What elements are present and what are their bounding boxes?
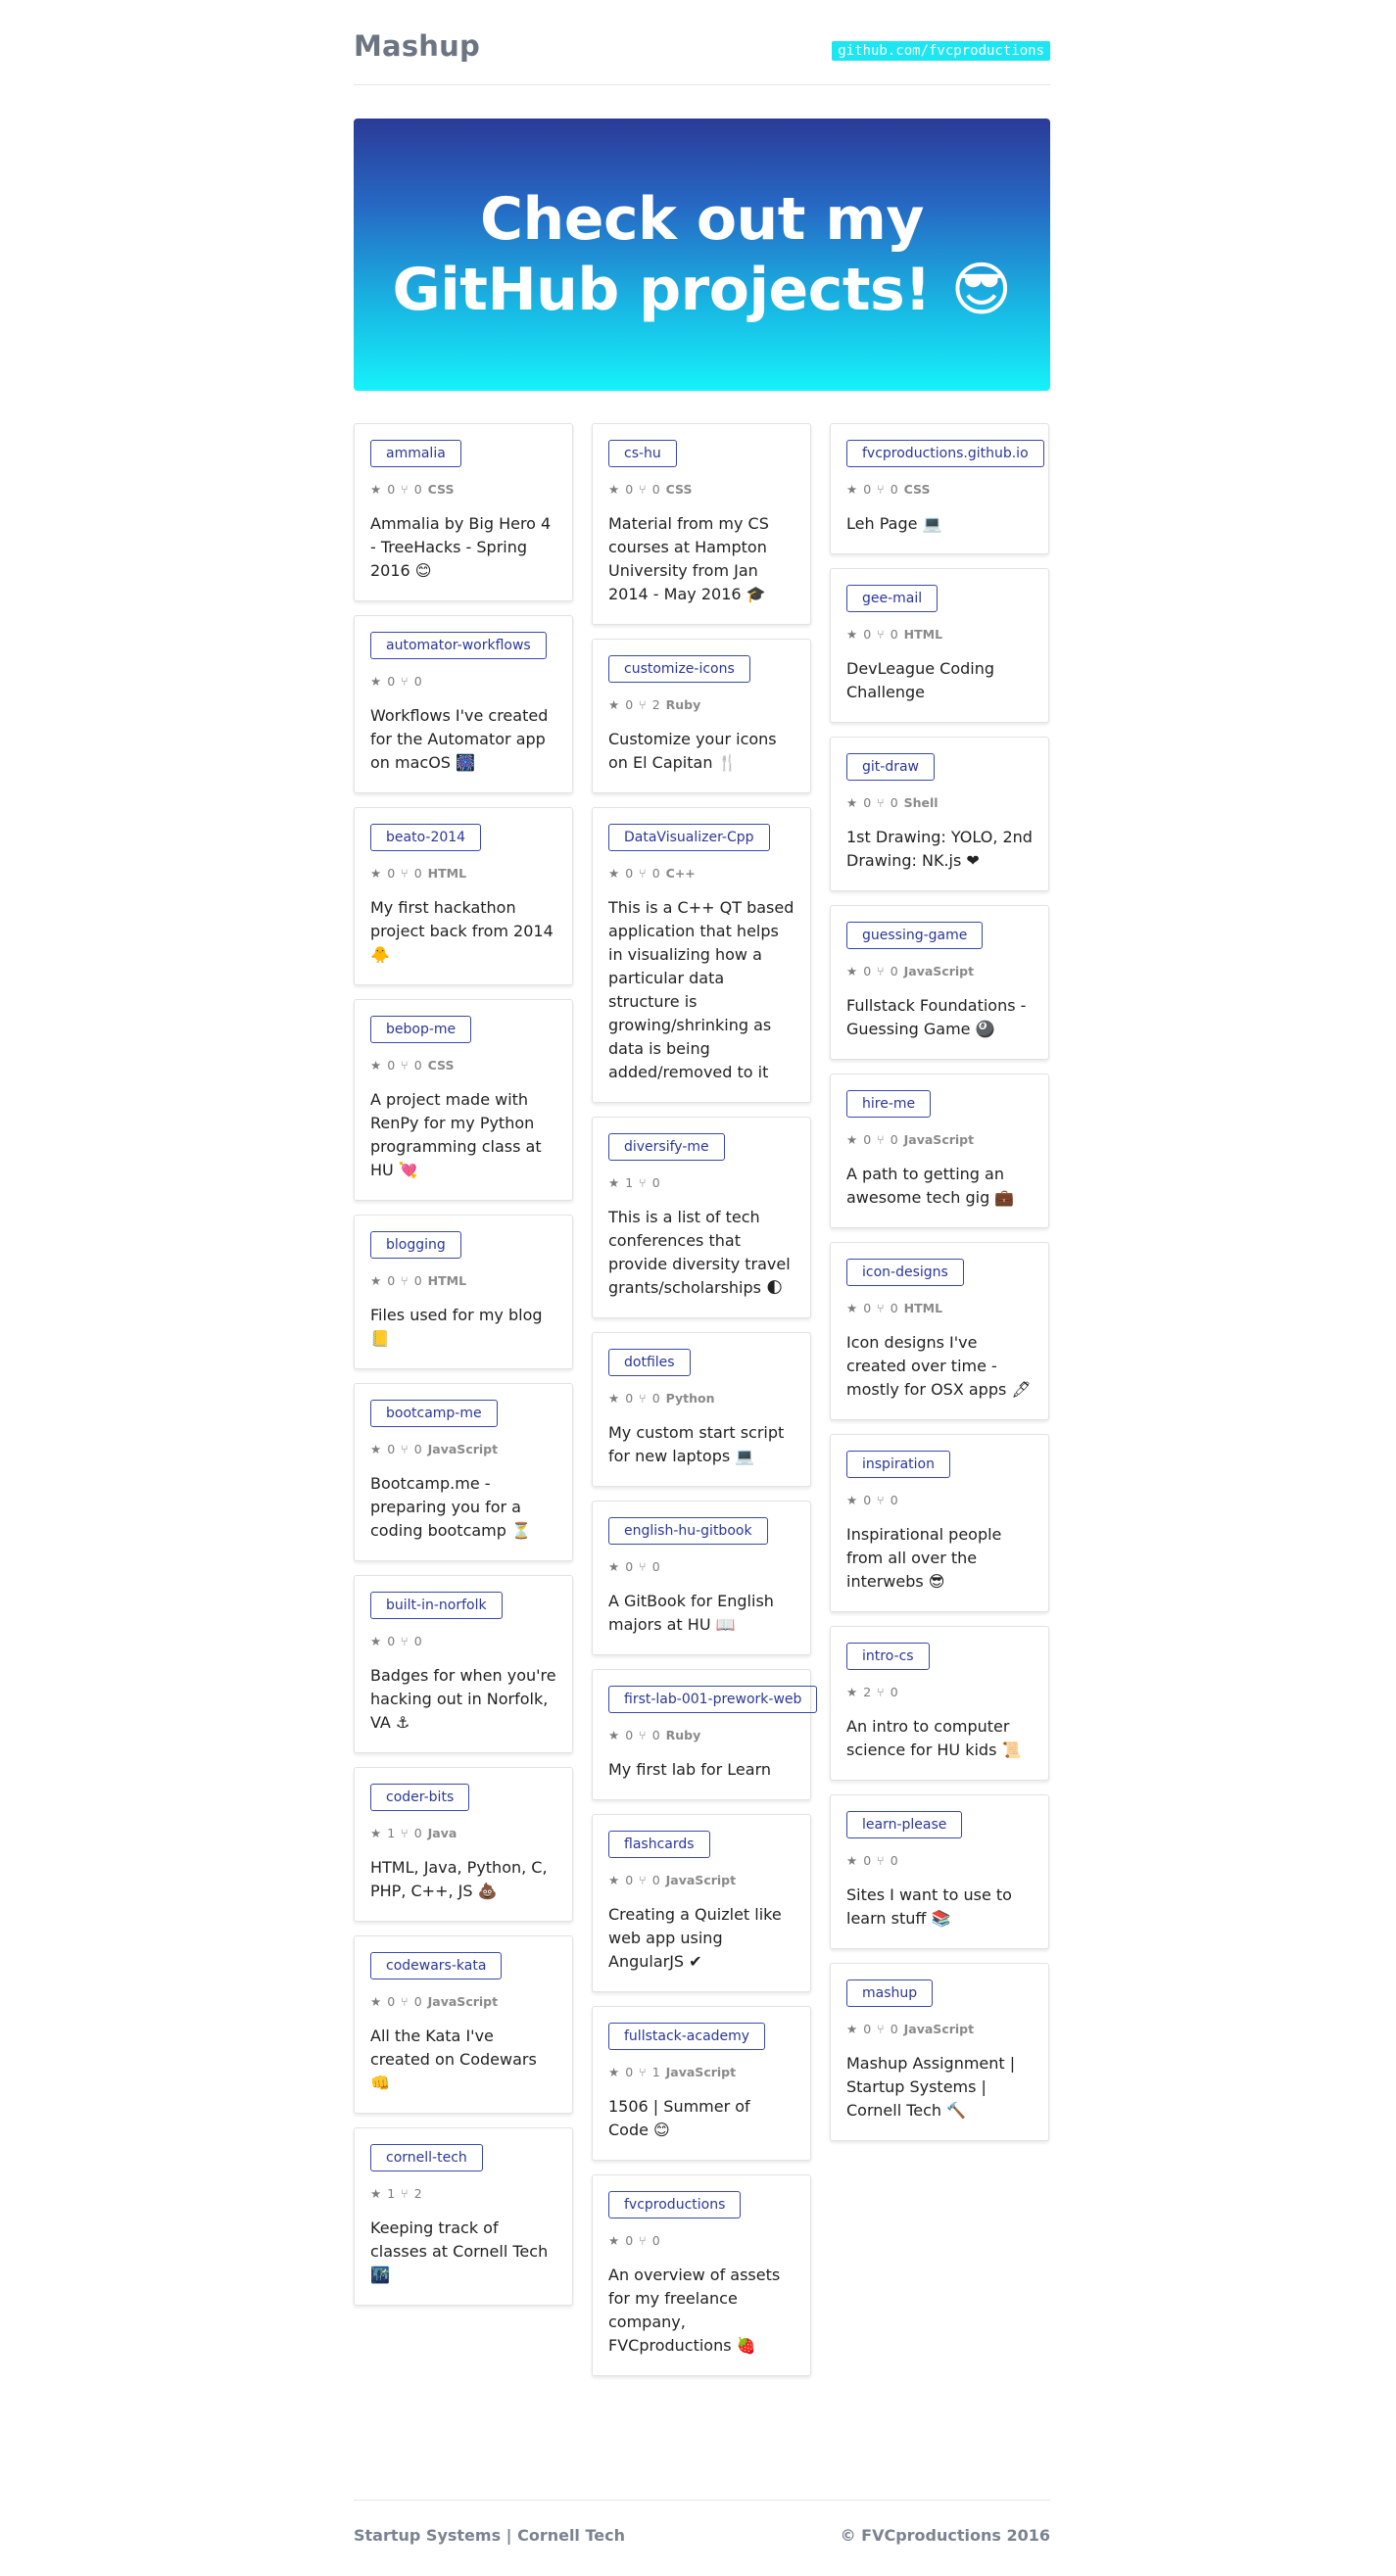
repo-name-link[interactable]: cornell-tech bbox=[370, 2144, 483, 2171]
repo-stats bbox=[846, 2022, 1033, 2036]
fork-icon: ⑂ bbox=[639, 2065, 647, 2079]
repo-name-link[interactable]: learn-please bbox=[846, 1811, 962, 1838]
repo-language: CSS bbox=[427, 1058, 455, 1073]
repo-card bbox=[354, 807, 573, 985]
fork-icon: ⑂ bbox=[401, 1994, 409, 2009]
star-count: 0 bbox=[387, 1634, 396, 1648]
fork-count: 0 bbox=[651, 1175, 660, 1190]
repo-stats bbox=[846, 1301, 1033, 1315]
repo-card bbox=[592, 1814, 811, 1992]
repo-column-2 bbox=[592, 423, 811, 2390]
star-count: 2 bbox=[863, 1685, 872, 1699]
fork-icon: ⑂ bbox=[401, 1273, 409, 1288]
repo-card bbox=[830, 1794, 1049, 1949]
star-icon: ★ bbox=[846, 2022, 858, 2036]
fork-count: 0 bbox=[890, 1132, 898, 1147]
repo-language: Java bbox=[427, 1826, 457, 1840]
repo-stats bbox=[370, 1273, 556, 1288]
repo-card bbox=[592, 1332, 811, 1487]
repo-description: A path to getting an awesome tech gig 💼 bbox=[846, 1165, 1015, 1207]
repo-stats bbox=[846, 627, 1033, 642]
repo-name-link[interactable]: bootcamp-me bbox=[370, 1400, 498, 1427]
star-icon: ★ bbox=[370, 674, 382, 689]
star-icon: ★ bbox=[608, 1175, 620, 1190]
repo-language: JavaScript bbox=[903, 1132, 975, 1147]
repo-name-link[interactable]: diversify-me bbox=[608, 1133, 725, 1161]
star-icon: ★ bbox=[608, 697, 620, 712]
repo-description: Bootcamp.me - preparing you for a coding bootcamp ⏳ bbox=[370, 1474, 531, 1540]
star-icon: ★ bbox=[846, 482, 858, 497]
star-icon: ★ bbox=[846, 1301, 858, 1315]
repo-name-link[interactable]: beato-2014 bbox=[370, 824, 481, 851]
star-count: 0 bbox=[863, 1493, 872, 1507]
repo-description: My first lab for Learn bbox=[608, 1760, 772, 1779]
fork-icon: ⑂ bbox=[639, 1175, 647, 1190]
fork-count: 0 bbox=[413, 1634, 422, 1648]
fork-count: 0 bbox=[890, 964, 898, 978]
fork-count: 0 bbox=[890, 1685, 898, 1699]
repo-name-link[interactable]: automator-workflows bbox=[370, 632, 547, 659]
repo-description: My first hackathon project back from 2014 🐥 bbox=[370, 898, 554, 964]
repo-language: JavaScript bbox=[427, 1994, 499, 2009]
repo-stats bbox=[370, 1058, 556, 1073]
fork-count: 1 bbox=[651, 2065, 660, 2079]
star-icon: ★ bbox=[370, 1058, 382, 1073]
github-profile-link[interactable]: github.com/fvcproductions bbox=[832, 41, 1050, 61]
repo-description: DevLeague Coding Challenge bbox=[846, 659, 994, 701]
fork-count: 0 bbox=[651, 1873, 660, 1887]
repo-stats bbox=[608, 482, 794, 497]
fork-icon: ⑂ bbox=[639, 866, 647, 881]
repo-language: CSS bbox=[427, 482, 455, 497]
repo-stats bbox=[370, 1634, 556, 1648]
fork-count: 0 bbox=[651, 866, 660, 881]
repo-card bbox=[592, 1501, 811, 1655]
star-count: 1 bbox=[625, 1175, 634, 1190]
repo-name-link[interactable]: fvcproductions.github.io bbox=[846, 440, 1044, 467]
repo-card bbox=[354, 999, 573, 1201]
repo-description: An overview of assets for my freelance company, FVCproductions 🍓 bbox=[608, 2266, 781, 2355]
star-icon: ★ bbox=[846, 1853, 858, 1868]
repo-description: Badges for when you're hacking out in Norfolk, VA ⚓ bbox=[370, 1666, 556, 1732]
fork-icon: ⑂ bbox=[877, 482, 885, 497]
star-count: 0 bbox=[387, 482, 396, 497]
repo-stats bbox=[846, 1685, 1033, 1699]
repo-name-link[interactable]: gee-mail bbox=[846, 585, 938, 612]
repo-name-link[interactable]: first-lab-001-prework-web bbox=[608, 1686, 817, 1713]
fork-icon: ⑂ bbox=[401, 1634, 409, 1648]
repo-name-link[interactable]: coder-bits bbox=[370, 1784, 469, 1811]
repo-language: HTML bbox=[427, 1273, 467, 1288]
repo-stats bbox=[608, 697, 794, 712]
repo-column-1 bbox=[354, 423, 573, 2319]
repo-language: JavaScript bbox=[903, 964, 975, 978]
repo-name-link[interactable]: git-draw bbox=[846, 753, 935, 781]
repo-language: Ruby bbox=[665, 697, 701, 712]
star-count: 0 bbox=[387, 1273, 396, 1288]
site-footer bbox=[354, 2500, 1050, 2545]
fork-count: 0 bbox=[651, 482, 660, 497]
repo-description: Ammalia by Big Hero 4 - TreeHacks - Spring 2016 😊 bbox=[370, 514, 552, 580]
fork-count: 0 bbox=[890, 2022, 898, 2036]
repo-name-link[interactable]: bebop-me bbox=[370, 1016, 471, 1043]
repo-description: 1st Drawing: YOLO, 2nd Drawing: NK.js ❤ bbox=[846, 828, 1033, 870]
star-count: 0 bbox=[625, 1559, 634, 1574]
fork-icon: ⑂ bbox=[639, 1559, 647, 1574]
hero-heading bbox=[392, 184, 1011, 325]
hero-banner bbox=[354, 119, 1050, 391]
page bbox=[354, 0, 1050, 2355]
footer-copyright: © FVCproductions 2016 bbox=[840, 2526, 1050, 2545]
star-icon: ★ bbox=[370, 1826, 382, 1840]
hero-heading-line2: GitHub projects! 😎 bbox=[392, 256, 1012, 324]
repo-card bbox=[354, 2127, 573, 2306]
repo-description: Sites I want to use to learn stuff 📚 bbox=[846, 1885, 1012, 1928]
star-count: 0 bbox=[387, 866, 396, 881]
star-count: 0 bbox=[863, 964, 872, 978]
repo-description: All the Kata I've created on Codewars 👊 bbox=[370, 2027, 537, 2092]
repo-card bbox=[830, 423, 1049, 554]
repo-stats bbox=[608, 1559, 794, 1574]
star-count: 0 bbox=[625, 1391, 634, 1406]
repo-description: Customize your icons on El Capitan 🍴 bbox=[608, 730, 777, 772]
repo-description: Keeping track of classes at Cornell Tech 🌃 bbox=[370, 2218, 549, 2284]
star-icon: ★ bbox=[846, 627, 858, 642]
repo-name-link[interactable]: codewars-kata bbox=[370, 1952, 502, 1980]
repo-description: Inspirational people from all over the interwebs 😎 bbox=[846, 1525, 1002, 1591]
repo-name-link[interactable]: fullstack-academy bbox=[608, 2023, 765, 2050]
repo-card bbox=[830, 1073, 1049, 1228]
star-icon: ★ bbox=[608, 866, 620, 881]
star-count: 0 bbox=[625, 1728, 634, 1742]
repo-stats bbox=[608, 1175, 794, 1190]
star-count: 0 bbox=[625, 1873, 634, 1887]
repo-card bbox=[592, 423, 811, 625]
repo-description: HTML, Java, Python, C, PHP, C++, JS 💩 bbox=[370, 1858, 548, 1900]
star-count: 0 bbox=[863, 1301, 872, 1315]
star-count: 0 bbox=[625, 866, 634, 881]
fork-icon: ⑂ bbox=[401, 2186, 409, 2201]
repo-card bbox=[354, 423, 573, 601]
repo-name-link[interactable]: inspiration bbox=[846, 1451, 950, 1478]
repo-language: JavaScript bbox=[665, 2065, 737, 2079]
repo-card bbox=[354, 1575, 573, 1753]
star-icon: ★ bbox=[370, 482, 382, 497]
star-count: 0 bbox=[625, 2233, 634, 2248]
star-icon: ★ bbox=[370, 1442, 382, 1456]
repo-stats bbox=[608, 1873, 794, 1887]
repo-card bbox=[354, 1767, 573, 1922]
repo-card bbox=[592, 1117, 811, 1318]
fork-count: 0 bbox=[413, 482, 422, 497]
repo-name-link[interactable]: cs-hu bbox=[608, 440, 677, 467]
repo-description: Workflows I've created for the Automator app on macOS 🎆 bbox=[370, 706, 549, 772]
fork-count: 0 bbox=[890, 795, 898, 810]
repo-stats bbox=[370, 866, 556, 881]
fork-icon: ⑂ bbox=[877, 795, 885, 810]
fork-icon: ⑂ bbox=[877, 1132, 885, 1147]
fork-icon: ⑂ bbox=[401, 866, 409, 881]
star-icon: ★ bbox=[370, 1273, 382, 1288]
star-count: 0 bbox=[863, 627, 872, 642]
repo-name-link[interactable]: blogging bbox=[370, 1231, 461, 1259]
repo-name-link[interactable]: intro-cs bbox=[846, 1643, 930, 1670]
repo-name-link[interactable]: customize-icons bbox=[608, 655, 750, 683]
star-icon: ★ bbox=[846, 964, 858, 978]
fork-icon: ⑂ bbox=[639, 1391, 647, 1406]
star-icon: ★ bbox=[846, 795, 858, 810]
repo-description: Files used for my blog 📒 bbox=[370, 1306, 543, 1348]
star-count: 0 bbox=[863, 482, 872, 497]
repo-card bbox=[592, 2006, 811, 2161]
fork-count: 0 bbox=[890, 1301, 898, 1315]
repo-card bbox=[830, 1963, 1049, 2141]
fork-count: 2 bbox=[413, 2186, 422, 2201]
star-count: 0 bbox=[387, 1994, 396, 2009]
fork-count: 0 bbox=[413, 1442, 422, 1456]
repo-language: JavaScript bbox=[665, 1873, 737, 1887]
fork-count: 0 bbox=[890, 627, 898, 642]
hero-heading-line1: Check out my bbox=[480, 185, 924, 254]
fork-count: 0 bbox=[413, 1273, 422, 1288]
repo-description: Creating a Quizlet like web app using AngularJS ✔ bbox=[608, 1905, 782, 1971]
repo-description: Fullstack Foundations - Guessing Game 🎱 bbox=[846, 996, 1027, 1038]
repo-stats bbox=[370, 482, 556, 497]
star-icon: ★ bbox=[846, 1685, 858, 1699]
repo-description: Icon designs I've created over time - mostly for OSX apps 🖋 bbox=[846, 1333, 1032, 1399]
repo-stats bbox=[370, 1442, 556, 1456]
repo-card bbox=[354, 1935, 573, 2114]
repo-description: An intro to computer science for HU kids 📜 bbox=[846, 1717, 1022, 1759]
repo-description: Mashup Assignment | Startup Systems | Cornell Tech 🔨 bbox=[846, 2054, 1016, 2120]
star-icon: ★ bbox=[370, 1994, 382, 2009]
repo-card bbox=[354, 615, 573, 793]
repo-name-link[interactable]: dotfiles bbox=[608, 1349, 691, 1376]
star-icon: ★ bbox=[370, 2186, 382, 2201]
repo-column-3 bbox=[830, 423, 1049, 2155]
repo-stats bbox=[608, 866, 794, 881]
repo-description: A GitBook for English majors at HU 📖 bbox=[608, 1592, 774, 1634]
fork-icon: ⑂ bbox=[639, 1873, 647, 1887]
star-icon: ★ bbox=[370, 866, 382, 881]
repo-language: JavaScript bbox=[427, 1442, 499, 1456]
fork-count: 0 bbox=[651, 1391, 660, 1406]
repo-card bbox=[592, 2174, 811, 2376]
fork-icon: ⑂ bbox=[401, 1442, 409, 1456]
repo-name-link[interactable]: fvcproductions bbox=[608, 2191, 741, 2218]
repo-stats bbox=[370, 1994, 556, 2009]
fork-icon: ⑂ bbox=[877, 1493, 885, 1507]
star-count: 0 bbox=[625, 482, 634, 497]
repo-name-link[interactable]: mashup bbox=[846, 1980, 933, 2007]
repo-language: Shell bbox=[903, 795, 939, 810]
star-count: 1 bbox=[387, 1826, 396, 1840]
repo-stats bbox=[846, 964, 1033, 978]
repo-description: A project made with RenPy for my Python programming class at HU 💘 bbox=[370, 1090, 542, 1179]
star-count: 0 bbox=[387, 674, 396, 689]
fork-count: 0 bbox=[413, 674, 422, 689]
repo-description: Leh Page 💻 bbox=[846, 514, 942, 533]
repo-name-link[interactable]: english-hu-gitbook bbox=[608, 1517, 768, 1545]
star-count: 0 bbox=[625, 2065, 634, 2079]
repo-card bbox=[354, 1215, 573, 1369]
star-icon: ★ bbox=[608, 2065, 620, 2079]
repo-stats bbox=[846, 1853, 1033, 1868]
star-icon: ★ bbox=[846, 1493, 858, 1507]
repo-name-link[interactable]: hire-me bbox=[846, 1090, 931, 1118]
repo-name-link[interactable]: flashcards bbox=[608, 1831, 710, 1858]
repo-card bbox=[592, 639, 811, 793]
fork-count: 0 bbox=[890, 482, 898, 497]
repo-card bbox=[830, 1626, 1049, 1781]
fork-icon: ⑂ bbox=[401, 1058, 409, 1073]
fork-count: 0 bbox=[651, 1559, 660, 1574]
fork-count: 0 bbox=[413, 1826, 422, 1840]
repo-description: Material from my CS courses at Hampton University from Jan 2014 - May 2016 🎓 bbox=[608, 514, 769, 603]
star-count: 0 bbox=[625, 697, 634, 712]
fork-count: 0 bbox=[651, 1728, 660, 1742]
star-icon: ★ bbox=[608, 1728, 620, 1742]
fork-count: 0 bbox=[890, 1853, 898, 1868]
star-icon: ★ bbox=[846, 1132, 858, 1147]
fork-count: 0 bbox=[413, 866, 422, 881]
repo-language: CSS bbox=[903, 482, 931, 497]
repo-card bbox=[830, 568, 1049, 723]
fork-icon: ⑂ bbox=[639, 1728, 647, 1742]
repo-language: JavaScript bbox=[903, 2022, 975, 2036]
fork-icon: ⑂ bbox=[877, 1685, 885, 1699]
star-count: 0 bbox=[387, 1058, 396, 1073]
repo-name-link[interactable]: icon-designs bbox=[846, 1259, 964, 1286]
repo-language: Ruby bbox=[665, 1728, 701, 1742]
fork-icon: ⑂ bbox=[877, 1853, 885, 1868]
fork-icon: ⑂ bbox=[877, 2022, 885, 2036]
repo-name-link[interactable]: guessing-game bbox=[846, 922, 983, 949]
repo-description: My custom start script for new laptops 💻 bbox=[608, 1423, 785, 1465]
repo-card bbox=[830, 1242, 1049, 1420]
repo-stats bbox=[370, 2186, 556, 2201]
star-icon: ★ bbox=[608, 482, 620, 497]
repo-language: C++ bbox=[665, 866, 696, 881]
star-icon: ★ bbox=[608, 1873, 620, 1887]
repo-card bbox=[830, 737, 1049, 891]
fork-icon: ⑂ bbox=[877, 964, 885, 978]
repo-description: 1506 | Summer of Code 😊 bbox=[608, 2097, 750, 2139]
repo-card bbox=[830, 1434, 1049, 1612]
site-header bbox=[354, 0, 1050, 85]
star-count: 0 bbox=[863, 2022, 872, 2036]
fork-icon: ⑂ bbox=[639, 697, 647, 712]
fork-icon: ⑂ bbox=[401, 482, 409, 497]
repo-stats bbox=[846, 1493, 1033, 1507]
star-icon: ★ bbox=[370, 1634, 382, 1648]
star-icon: ★ bbox=[608, 1391, 620, 1406]
repo-description: This is a C++ QT based application that helps in visualizing how a particular data structure is growing/shrinking as data is being added/removed to it bbox=[608, 898, 794, 1081]
brand-title[interactable]: Mashup bbox=[354, 29, 480, 63]
repo-stats bbox=[846, 795, 1033, 810]
fork-icon: ⑂ bbox=[877, 1301, 885, 1315]
fork-icon: ⑂ bbox=[639, 2233, 647, 2248]
star-count: 0 bbox=[863, 1853, 872, 1868]
repo-language: CSS bbox=[665, 482, 693, 497]
repo-name-link[interactable]: ammalia bbox=[370, 440, 461, 467]
fork-count: 0 bbox=[890, 1493, 898, 1507]
repo-stats bbox=[608, 1391, 794, 1406]
star-count: 0 bbox=[863, 795, 872, 810]
fork-icon: ⑂ bbox=[401, 674, 409, 689]
repo-stats bbox=[608, 1728, 794, 1742]
star-icon: ★ bbox=[608, 2233, 620, 2248]
fork-count: 2 bbox=[651, 697, 660, 712]
repo-card bbox=[354, 1383, 573, 1561]
repo-language: HTML bbox=[903, 1301, 943, 1315]
repo-stats bbox=[846, 1132, 1033, 1147]
repo-description: This is a list of tech conferences that provide diversity travel grants/scholarships 🌓 bbox=[608, 1208, 791, 1297]
fork-count: 0 bbox=[651, 2233, 660, 2248]
repo-language: Python bbox=[665, 1391, 715, 1406]
repo-card bbox=[830, 905, 1049, 1060]
star-count: 0 bbox=[863, 1132, 872, 1147]
repo-name-link[interactable]: built-in-norfolk bbox=[370, 1592, 503, 1619]
repo-name-link[interactable]: DataVisualizer-Cpp bbox=[608, 824, 770, 851]
repo-stats bbox=[370, 674, 556, 689]
repo-card bbox=[592, 1669, 811, 1800]
repo-stats bbox=[608, 2065, 794, 2079]
fork-icon: ⑂ bbox=[639, 482, 647, 497]
repo-language: HTML bbox=[427, 866, 467, 881]
repo-language: HTML bbox=[903, 627, 943, 642]
star-icon: ★ bbox=[608, 1559, 620, 1574]
fork-icon: ⑂ bbox=[877, 627, 885, 642]
star-count: 0 bbox=[387, 1442, 396, 1456]
repo-stats bbox=[608, 2233, 794, 2248]
fork-count: 0 bbox=[413, 1994, 422, 2009]
fork-icon: ⑂ bbox=[401, 1826, 409, 1840]
repo-card bbox=[592, 807, 811, 1103]
repo-stats bbox=[370, 1826, 556, 1840]
footer-credit: Startup Systems | Cornell Tech bbox=[354, 2526, 625, 2545]
star-count: 1 bbox=[387, 2186, 396, 2201]
fork-count: 0 bbox=[413, 1058, 422, 1073]
repo-stats bbox=[846, 482, 1033, 497]
